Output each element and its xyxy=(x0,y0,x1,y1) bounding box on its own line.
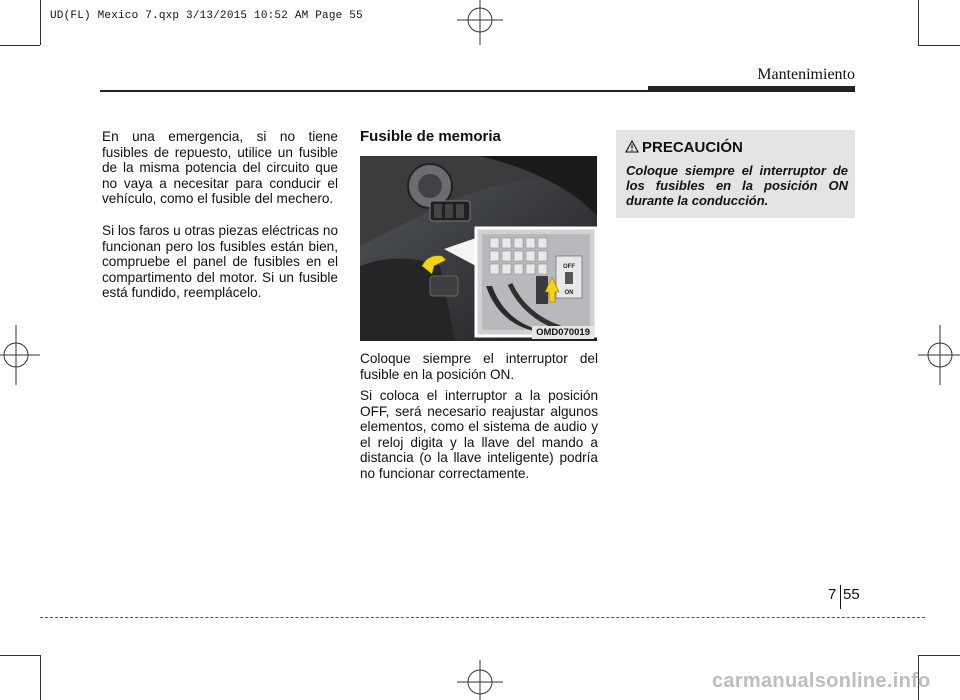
body-paragraph: Si coloca el interruptor a la posición OFF, será necesario reajustar algunos elementos, como el sistema de audio y el reloj digita y la llave del mando a distancia (o la llave inteligente) podría no funcionar correctamente. xyxy=(360,388,598,481)
body-paragraph: Coloque siempre el interruptor del fusible en la posición ON. xyxy=(360,351,598,382)
page-number: 55 xyxy=(843,586,860,603)
crop-mark xyxy=(918,655,960,656)
crop-mark xyxy=(0,45,40,46)
switch-on-label: ON xyxy=(564,290,574,296)
caution-text: Coloque siempre el interruptor de los fusibles en la posición ON durante la conducción. xyxy=(626,163,848,208)
body-paragraph: En una emergencia, si no tiene fusibles de repuesto, utilice un fusible de la misma potencia del circuito que no vaya a necesitar para conducir el vehículo, como el fusible del mechero. xyxy=(102,129,338,207)
registration-mark-bottom xyxy=(455,660,505,700)
body-paragraph: Si los faros u otras piezas eléctricas no funcionan pero los fusibles están bien, compruebe el panel de fusibles en el compartimento del motor. Si un fusible está fundido, reemplácelo. xyxy=(102,223,338,301)
crop-mark xyxy=(40,655,41,700)
header-rule xyxy=(100,90,650,92)
crop-mark xyxy=(40,0,41,45)
chapter-number: 7 xyxy=(828,586,837,603)
fuse-panel-illustration xyxy=(360,156,597,341)
section-heading: Fusible de memoria xyxy=(360,128,501,145)
section-title: Mantenimiento xyxy=(757,66,855,83)
crop-mark xyxy=(918,45,960,46)
registration-mark-right xyxy=(918,325,960,385)
header-rule-accent xyxy=(648,86,855,92)
footer-rule xyxy=(40,617,925,618)
switch-off-label: OFF xyxy=(563,264,575,270)
photo-caption: OMD070019 xyxy=(532,326,594,339)
caution-box xyxy=(616,130,855,218)
page-number-separator xyxy=(840,585,841,609)
print-header: UD(FL) Mexico 7.qxp 3/13/2015 10:52 AM Page 55 xyxy=(50,10,363,22)
warning-triangle-icon xyxy=(625,140,639,153)
crop-mark xyxy=(0,655,40,656)
caution-title: PRECAUCIÓN xyxy=(642,139,743,156)
watermark: carmanualsonline.info xyxy=(712,670,931,692)
crop-mark xyxy=(918,0,919,45)
registration-mark-top xyxy=(455,0,505,45)
fuse-panel-photo xyxy=(360,156,597,341)
registration-mark-left xyxy=(0,325,40,385)
